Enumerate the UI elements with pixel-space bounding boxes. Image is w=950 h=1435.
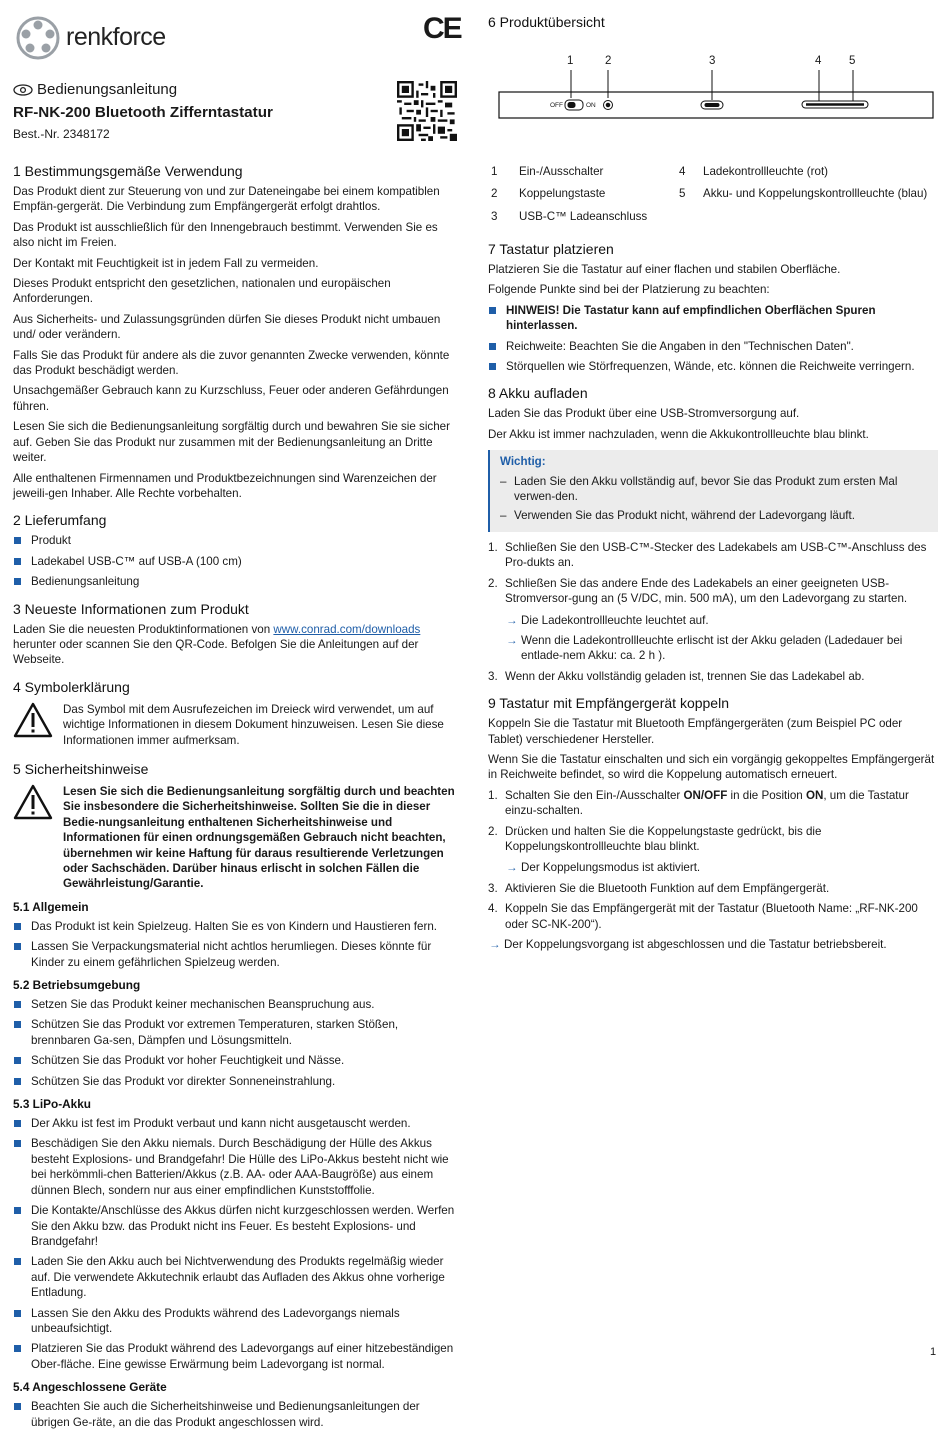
lipo-list [13,1116,460,1372]
list-item: Die Kontakte/Anschlüsse des Akkus dürfen nicht kurzgeschlossen werden. Werfen Sie den Akku bzw. das Produkt nicht ins Feuer. Es besteht Explosions- und Brandgefahr! [13,1203,460,1249]
result-text: Der Koppelungsvorgang ist abgeschlossen und die Tastatur betriebsbereit. [504,938,887,951]
s1-para: Das Produkt dient zur Steuerung von und zur Dateneingabe bei einem kompatiblen Empfän-gergerät. Die Verbindung zum Empfängergerät erfolgt drahtlos. [13,185,440,214]
legend-text: Koppelungstaste [519,187,606,201]
legend-text: USB-C™ Ladeanschluss [519,209,648,223]
subsection-5-2-title: 5.2 Betriebsumgebung [13,978,141,993]
legend-text: Akku- und Koppelungskontrollleuchte (blau) [703,187,928,201]
doc-type-label: Bedienungsanleitung [37,81,178,98]
list-item: Lassen Sie Verpackungsmaterial nicht achtlos herumliegen. Dieses könnte für Kinder zu einem gefährlichen Spielzeug werden. [13,939,460,970]
list-item: Schützen Sie das Produkt vor direkter Sonneneinstrahlung. [13,1074,460,1089]
list-item: HINWEIS! Die Tastatur kann auf empfindlichen Oberflächen Spuren hinterlassen. [488,303,938,334]
step-text: Koppeln Sie das Empfängergerät mit der Tastatur (Bluetooth Name: „RF-NK-200 oder SC-NK-200“). [505,902,918,931]
subsection-5-4-title: 5.4 Angeschlossene Geräte [13,1380,167,1395]
general-list [13,919,460,970]
step-text-bold: ON [805,788,824,802]
s1-para: Dieses Produkt entspricht den gesetzlichen, nationalen und europäischen Anforderungen. [13,277,391,306]
s1-para: Aus Sicherheits- und Zulassungsgründen dürfen Sie dieses Produkt nicht umbauen und/ oder verändern. [13,312,441,342]
warning-triangle-icon [13,702,53,738]
arrow-right-icon: → [506,633,518,647]
legend-number: 2 [491,187,498,201]
renkforce-logo-icon [16,16,60,60]
result-text: Die Ladekontrollleuchte leuchtet auf. [521,613,709,627]
list-item: Ladekabel USB-C™ auf USB-A (100 cm) [13,554,460,569]
arrow-right-icon: → [489,938,501,951]
step-item: 1. Schließen Sie den USB-C™-Stecker des Ladekabels am USB-C™-Anschluss des Pro-dukts an. [488,540,927,570]
s1-para: Falls Sie das Produkt für andere als die zuvor genannten Zwecke verwenden, könnte das Produkt beschädigt werden. [13,348,450,378]
brand-name: renkforce [66,23,166,52]
s7-para: Folgende Punkte sind bei der Platzierung zu beachten: [488,283,770,297]
section-8-title: 8 Akku aufladen [488,385,588,402]
important-note [488,450,938,532]
placement-list [488,303,938,375]
list-item: Schützen Sie das Produkt vor extremen Temperaturen, starken Stößen, brennbaren Ga-sen, Dämpfen und Lösungsmitteln. [13,1017,460,1048]
list-item: Setzen Sie das Produkt keiner mechanischen Beanspruchung aus. [13,997,460,1012]
list-item: Lassen Sie den Akku des Produkts während des Ladevorgangs niemals unbeaufsichtigt. [13,1306,460,1337]
legend-number: 1 [491,165,498,178]
step-item: 1. Schalten Sie den Ein-/Ausschalter ON/OFF in die Position ON, um die Tastatur einzu-schalten. [488,788,909,818]
list-item: Schützen Sie das Produkt vor hoher Feuchtigkeit und Nässe. [13,1053,460,1068]
step-text: in die Position [727,788,806,802]
list-item: Das Produkt ist kein Spielzeug. Halten Sie es von Kindern und Haustieren fern. [13,919,460,934]
qr-code-icon [397,81,457,141]
section-3-title: 3 Neueste Informationen zum Produkt [13,600,249,617]
safety-warning-text: Lesen Sie sich die Bedienungsanleitung sorgfältig durch und beachten Sie insbesondere die Sicherheitshinweise. Sollten Sie die in dieser Bedie-nungsanleitung enthaltenen Sicherheitshinweise und Informationen für einen ordnungsgemäßen Gebrauch nicht beachten, übernehmen wir keine Haftung für daraus resultierende Verletzungen oder Sachschäden. Darüber hinaus erlischt in solchen Fällen die Gewährleistung/Garantie. [63,784,455,891]
s3-text: Laden Sie die neuesten Produktinformationen von [13,622,274,636]
s8-para: Der Akku ist immer nachzuladen, wenn die Akkukontrollleuchte blau blinkt. [488,427,869,441]
legend-number: 4 [679,165,686,178]
list-item: Störquellen wie Störfrequenzen, Wände, etc. können die Reichweite verringern. [488,359,938,374]
result-text: Wenn die Ladekontrollleuchte erlischt ist der Akku geladen (Ladedauer bei entlade-nem Akku: ca. 2 h ). [521,633,903,663]
legend-text: Ein-/Ausschalter [519,165,604,178]
s8-para: Laden Sie das Produkt über eine USB-Stromversorgung auf. [488,407,800,421]
legend-text: Ladekontrollleuchte (rot) [703,165,829,178]
result-text: Der Koppelungsmodus ist aktiviert. [521,861,701,875]
step-text: Schließen Sie das andere Ende des Ladekabels an einer geeigneten USB-Stromversor-gung an (5 V/DC, min. 500 mA), um den Ladevorgang zu starten. [505,576,908,606]
downloads-link[interactable]: www.conrad.com/downloads [273,622,421,636]
list-item: Platzieren Sie das Produkt während des Ladevorgangs auf einer hitzebeständigen Ober-fläche. Eine gewisse Erwärmung beim Ladevorgang ist normal. [13,1341,460,1372]
ce-mark: CE [423,12,461,45]
s3-para [13,622,460,668]
step-text: Drücken und halten Sie die Koppelungstaste gedrückt, bis die Koppelungskontrollleuchte blau blinkt. [505,824,822,853]
section-1-title: 1 Bestimmungsgemäße Verwendung [13,163,243,179]
subsection-5-1-title: 5.1 Allgemein [13,899,89,914]
step-text: , um die Tastatur einzu-schalten. [505,788,909,818]
step-item: 2. Drücken und halten Sie die Koppelungstaste gedrückt, bis die Koppelungskontrollleuchte blau blinkt. → Der Koppelungsmodus ist aktiviert. [488,824,938,876]
callout-label: 1 [567,55,574,67]
step-text: Wenn der Akku vollständig geladen ist, trennen Sie das Ladekabel ab. [505,669,865,683]
symbol-text: Das Symbol mit dem Ausrufezeichen im Dreieck wird verwendet, um auf wichtige Informationen in diesem Dokument hinzuweisen. Lesen Sie diese Informationen immer aufmerksam. [63,702,444,747]
eye-icon [13,84,33,96]
on-label: ON [586,102,596,109]
list-item: Beachten Sie auch die Sicherheitshinweise und Bedienungsanleitungen der übrigen Ge-räte, an die das Produkt angeschlossen wird. [13,1399,460,1430]
page-number: 1 [930,1346,937,1358]
final-result [488,937,938,952]
product-legend [491,164,943,224]
connected-devices-list [13,1399,460,1430]
s1-para: Das Produkt ist ausschließlich für den Innengebrauch bestimmt. Verwenden Sie es also nicht im Freien. [13,220,438,250]
step-text-bold: ON/OFF [683,788,728,802]
arrow-right-icon: → [506,861,518,875]
s9-para: Koppeln Sie die Tastatur mit Bluetooth Empfängergeräten (zum Beispiel PC oder Tablet) verschiedener Hersteller. [488,717,903,746]
step-item: 2. Schließen Sie das andere Ende des Ladekabels an einer geeigneten USB-Stromversor-gung an (5 V/DC, min. 500 mA), um den Ladevorgang zu starten. → Die Ladekontrollleuchte leuchtet auf. → Wenn die Ladekontrollleuchte erlischt ist der Akku geladen (Ladedauer bei entlade-nem Akku: ca. 2 h ). [488,576,938,664]
section-4-title: 4 Symbolerklärung [13,678,130,695]
order-number: Best.-Nr. 2348172 [13,127,110,141]
list-item: Laden Sie den Akku auch bei Nichtverwendung des Produkts regelmäßig wieder auf. Die verwendete Akkutechnik erlaubt das Aufladen des Akkus ohne vorherige Entladung. [13,1254,460,1300]
result-item [505,860,938,875]
step-text: Schließen Sie den USB-C™-Stecker des Ladekabels am USB-C™-Anschluss des Pro-dukts an. [505,540,927,570]
delivery-list [13,533,460,589]
list-item: – Laden Sie den Akku vollständig auf, bevor Sie das Produkt zum ersten Mal verwen-den. [500,474,930,505]
section-7-title: 7 Tastatur platzieren [488,241,614,257]
result-item [505,633,938,664]
step-item: 3. Aktivieren Sie die Bluetooth Funktion auf dem Empfängergerät. [488,881,830,895]
section-2-title: 2 Lieferumfang [13,512,107,529]
step-text: Aktivieren Sie die Bluetooth Funktion auf dem Empfängergerät. [505,881,830,895]
off-label: OFF [550,102,563,109]
s1-para: Alle enthaltenen Firmennamen und Produktbezeichnungen sind Warenzeichen der jeweili-gen Inhaber. Alle Rechte vorbehalten. [13,471,437,500]
s1-para: Der Kontakt mit Feuchtigkeit ist in jedem Fall zu vermeiden. [13,256,319,270]
brand-logo [16,16,166,60]
callout-label: 4 [815,55,822,67]
safety-warning [13,784,460,892]
product-title: RF-NK-200 Bluetooth Zifferntastatur [13,104,273,121]
note-list [500,474,930,524]
s3-text: herunter oder scannen Sie den QR-Code. Befolgen Sie die Anleitungen auf der Webseite. [13,637,419,667]
right-flow [488,240,938,957]
callout-label: 5 [849,55,856,67]
left-flow [13,162,460,1435]
product-diagram [488,52,938,124]
result-item [505,613,938,628]
callout-label: 2 [605,55,612,67]
list-item: Bedienungsanleitung [13,574,460,589]
section-6-title: 6 Produktübersicht [488,14,605,30]
arrow-right-icon: → [506,613,518,627]
pairing-steps [488,788,938,932]
s1-para: Unsachgemäßer Gebrauch kann zu Kurzschluss, Feuer oder anderen Gefährdungen führen. [13,384,449,413]
step-item: 3. Wenn der Akku vollständig geladen ist, trennen Sie das Ladekabel ab. [488,669,865,683]
legend-number: 5 [679,187,686,201]
environment-list [13,997,460,1089]
s1-para: Lesen Sie sich die Bedienungsanleitung sorgfältig durch und bewahren Sie sie sicher auf. Geben Sie das Produkt nur zusammen mit der Bedienungsanleitung an Dritte weiter. [13,420,450,465]
subsection-5-3-title: 5.3 LiPo-Akku [13,1097,92,1112]
warning-triangle-icon [13,784,53,820]
callout-label: 3 [709,55,716,67]
section-5-title: 5 Sicherheitshinweise [13,760,149,777]
list-item: Reichweite: Beachten Sie die Angaben in den "Technischen Daten". [488,339,938,354]
list-item: Beschädigen Sie den Akku niemals. Durch Beschädigung der Hülle des Akkus besteht Explosions- und Brandgefahr! Die Hülle des LiPo-Akkus besteht nicht wie bei herkömmli-chen Batterien/Akkus (z.B. AA- oder AAA-Baugröße) aus einem dünnen Blech, sondern nur aus einer empfindlichen Kunststofffolie. [13,1136,460,1198]
keyboard-side-view [488,68,938,124]
section-9-title: 9 Tastatur mit Empfängergerät koppeln [488,695,729,712]
charging-steps [488,540,938,684]
symbol-explanation [13,702,460,748]
step-item: 4. Koppeln Sie das Empfängergerät mit der Tastatur (Bluetooth Name: „RF-NK-200 oder SC-NK-200“). [488,902,918,931]
list-item: Der Akku ist fest im Produkt verbaut und kann nicht ausgetauscht werden. [13,1116,460,1131]
doc-type [13,81,177,99]
list-item: – Verwenden Sie das Produkt nicht, während der Ladevorgang läuft. [500,508,930,523]
list-item: Produkt [13,533,460,548]
note-title: Wichtig: [500,455,546,469]
s9-para: Wenn Sie die Tastatur einschalten und sich ein vorgängig gekoppeltes Empfängergerät in Reichweite befindet, so wird die Koppelung automatisch erneuert. [488,752,935,782]
legend-number: 3 [491,209,498,223]
step-text: Schalten Sie den Ein-/Ausschalter [505,788,684,802]
s7-para: Platzieren Sie die Tastatur auf einer flachen und stabilen Oberfläche. [488,263,841,276]
